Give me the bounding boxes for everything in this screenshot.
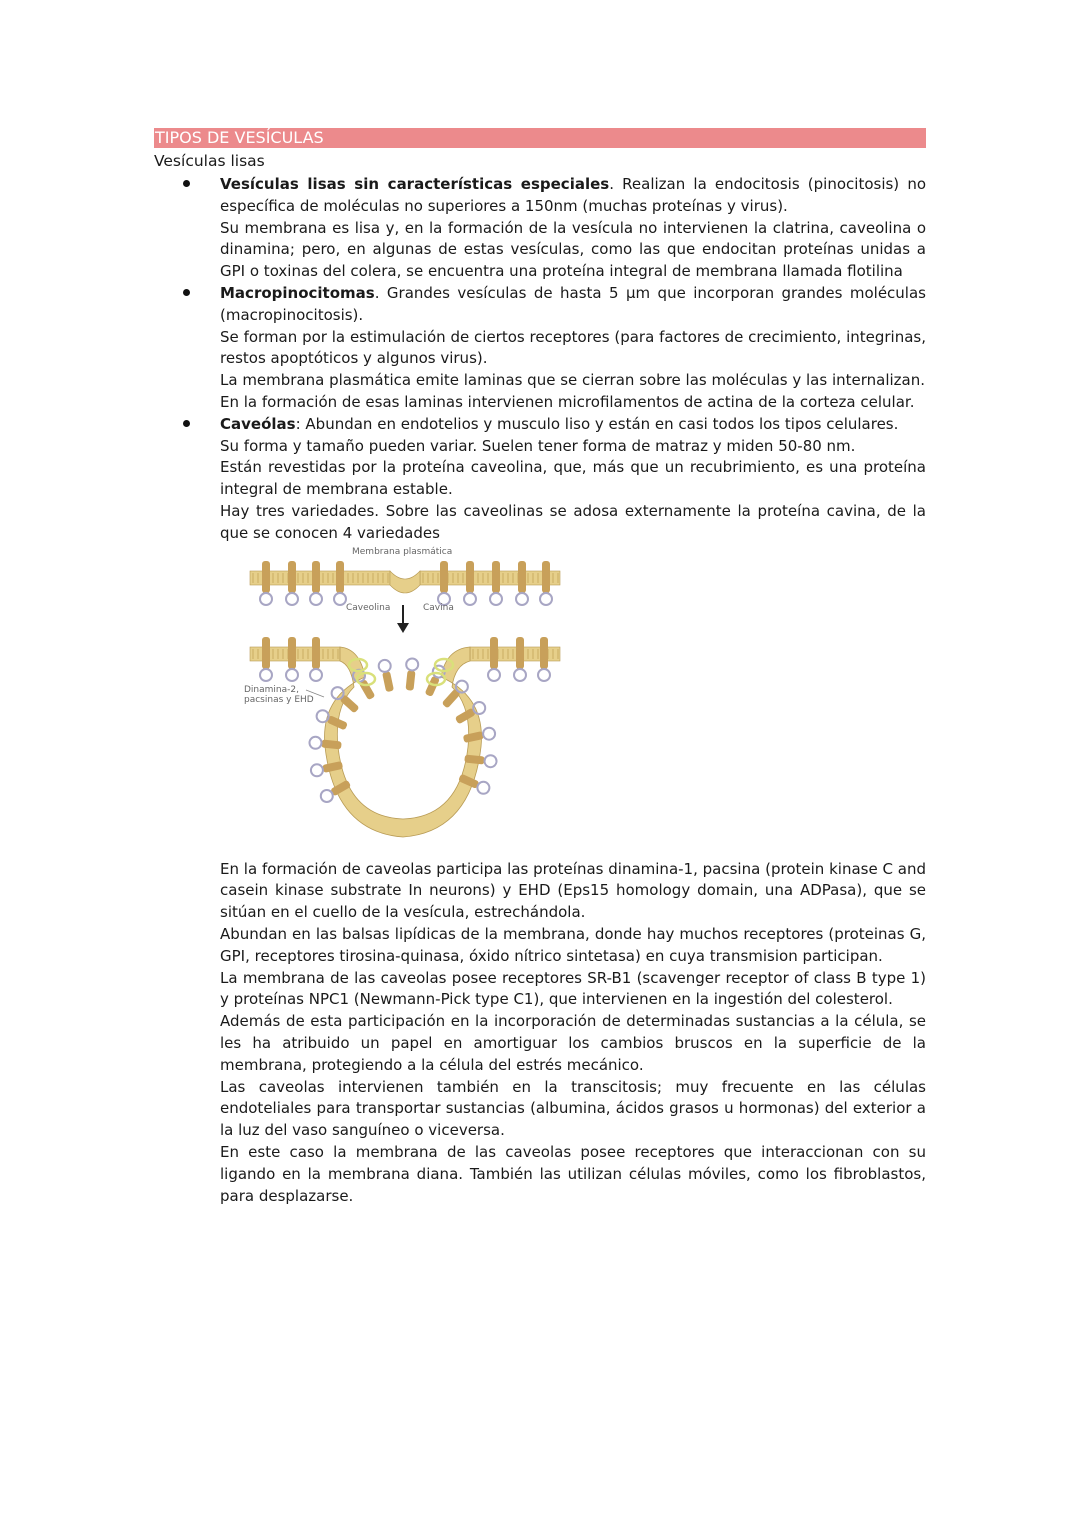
paragraph: En la formación de esas laminas intervienen microfilamentos de actina de la corteza celular. bbox=[220, 392, 915, 411]
membrane-protein bbox=[336, 561, 344, 593]
item-first-paragraph bbox=[220, 414, 926, 436]
membrane-protein bbox=[262, 561, 270, 593]
membrane-protein bbox=[312, 637, 320, 669]
membrane-protein bbox=[542, 561, 550, 593]
membrane-dip bbox=[390, 571, 420, 593]
item-first-paragraph bbox=[220, 283, 926, 327]
paragraph: Su membrana es lisa y, en la formación de la vesícula no intervienen la clatrina, caveolina o dinamina; pero, en algunas de estas vesículas, como las que endocitan proteínas unidas a GPI o toxinas del colera, se encuentra una proteína integral de membrana llamada flotilina bbox=[220, 218, 926, 281]
bullet-icon bbox=[183, 289, 190, 296]
list-item bbox=[154, 174, 926, 283]
cavina-ring bbox=[317, 710, 329, 722]
membrane-protein bbox=[540, 637, 548, 669]
item-lead-suffix: . bbox=[609, 175, 614, 193]
cavina-ring bbox=[540, 593, 552, 605]
cavina-ring bbox=[538, 669, 550, 681]
list-item bbox=[154, 283, 926, 414]
cavina-ring bbox=[483, 727, 495, 739]
bullet-icon bbox=[183, 420, 190, 427]
membrane-protein bbox=[490, 637, 498, 669]
membrane-protein bbox=[262, 637, 270, 669]
cavina-ring bbox=[488, 669, 500, 681]
paragraph: Están revestidas por la proteína caveolina, que, más que un recubrimiento, es una proteína integral de membrana estable. bbox=[220, 458, 926, 499]
label-caveolina: Caveolina bbox=[346, 602, 391, 613]
cavina-ring bbox=[334, 593, 346, 605]
paragraph: Abundan en las balsas lipídicas de la membrana, donde hay muchos receptores (proteinas G, GPI, receptores tirosina-quinasa, óxido nítrico sintetasa) en cuya transmision participan. bbox=[220, 924, 926, 965]
cavina-ring bbox=[310, 669, 322, 681]
bullet-icon bbox=[183, 180, 190, 187]
cavina-ring bbox=[516, 593, 528, 605]
item-lead: Caveólas bbox=[220, 414, 296, 433]
document-page bbox=[154, 128, 926, 1207]
membrane-protein bbox=[518, 561, 526, 593]
cavina-ring bbox=[485, 755, 497, 767]
paragraph: En la formación de caveolas participa las proteínas dinamina-1, pacsina (protein kinase C and casein kinase substrate In neurons) y EHD (Eps15 homology domain, una ADPasa), que se sitúan en el cuello de la vesícula, estrechándola. bbox=[220, 859, 926, 922]
membrane-protein bbox=[516, 637, 524, 669]
cavina-ring bbox=[464, 593, 476, 605]
section-title: TIPOS DE VESÍCULAS bbox=[155, 128, 324, 147]
cavina-ring bbox=[406, 658, 418, 670]
cavina-ring bbox=[311, 764, 323, 776]
caveolin-protein bbox=[321, 739, 342, 749]
label-pacsinas: pacsinas y EHD bbox=[244, 694, 314, 705]
item-lead: Macropinocitomas bbox=[220, 283, 375, 302]
cavina-ring bbox=[286, 669, 298, 681]
list-item bbox=[154, 414, 926, 853]
paragraph: Hay tres variedades. Sobre las caveolinas se adosa externamente la proteína cavina, de la que se conocen 4 variedades bbox=[220, 501, 926, 542]
caveolin-protein bbox=[406, 670, 416, 691]
paragraph: Las caveolas intervienen también en la transcitosis; muy frecuente en las células endoteliales para transportar sustancias (albumina, ácidos grasos u hormonas) del exterior a la luz del vaso sanguíneo o viceversa. bbox=[220, 1077, 926, 1140]
cavina-ring bbox=[286, 593, 298, 605]
membrane-protein bbox=[288, 561, 296, 593]
cavina-ring bbox=[490, 593, 502, 605]
caveola-bilayer bbox=[325, 647, 482, 837]
cavina-ring bbox=[477, 781, 489, 793]
paragraph: Además de esta participación en la incorporación de determinadas sustancias a la célula, se les ha atribuido un papel en amortiguar los cambios bruscos en la superficie de la membrana, protegiendo a la célula del estrés mecánico. bbox=[220, 1012, 926, 1074]
item-lead-suffix: : bbox=[295, 414, 301, 433]
item-text: Abundan en endotelios y musculo liso y están en casi todos los tipos celulares. bbox=[300, 414, 899, 433]
membrane-protein bbox=[288, 637, 296, 669]
cavina-ring bbox=[321, 790, 333, 802]
item-text: Grandes vesículas de hasta 5 µm que incorporan grandes moléculas (macropinocitosis). bbox=[220, 283, 926, 324]
cavina-ring bbox=[260, 669, 272, 681]
subtitle: Vesículas lisas bbox=[154, 152, 265, 170]
section-header bbox=[154, 128, 926, 148]
paragraph: La membrana de las caveolas posee receptores SR-B1 (scavenger receptor of class B type 1) y proteínas NPC1 (Newmann-Pick type C1), que intervienen en la ingestión del colesterol. bbox=[220, 968, 926, 1009]
item-lead-suffix: . bbox=[374, 283, 380, 302]
label-cavina: Cavina bbox=[423, 602, 454, 613]
arrow-head bbox=[397, 623, 409, 633]
membrane-protein bbox=[492, 561, 500, 593]
label-membrana: Membrana plasmática bbox=[352, 546, 453, 557]
item-text: Realizan la endocitosis (pinocitosis) no específica de moléculas no superiores a 150nm (muchas proteínas y virus). bbox=[220, 175, 927, 215]
cavina-ring bbox=[309, 736, 321, 748]
caveolin-protein bbox=[382, 671, 394, 692]
item-lead: Vesículas lisas sin características especiales bbox=[220, 175, 610, 193]
paragraph: Su forma y tamaño pueden variar. Suelen tener forma de matraz y miden 50-80 nm. bbox=[220, 436, 856, 455]
paragraph: Se forman por la estimulación de ciertos receptores (para factores de crecimiento, integrinas, restos apoptóticos y algunos virus). bbox=[220, 327, 926, 368]
bullet-list bbox=[154, 174, 926, 853]
paragraph: En este caso la membrana de las caveolas posee receptores que interaccionan con su ligando en la membrana diana. También las utilizan células móviles, como los fibroblastos, para desplazarse. bbox=[220, 1142, 926, 1205]
cavina-ring bbox=[260, 593, 272, 605]
membrane-protein bbox=[440, 561, 448, 593]
cavina-ring bbox=[310, 593, 322, 605]
membrane-protein bbox=[312, 561, 320, 593]
paragraph: La membrana plasmática emite laminas que se cierran sobre las moléculas y las internalizan. bbox=[220, 371, 926, 390]
cavina-ring bbox=[514, 669, 526, 681]
cavina-ring bbox=[379, 659, 391, 671]
item-first-paragraph bbox=[220, 174, 926, 218]
caveola-diagram bbox=[240, 547, 570, 853]
membrane-protein bbox=[466, 561, 474, 593]
caveola-details bbox=[154, 859, 926, 1208]
label-dinamina: Dinamina-2, bbox=[244, 684, 299, 695]
